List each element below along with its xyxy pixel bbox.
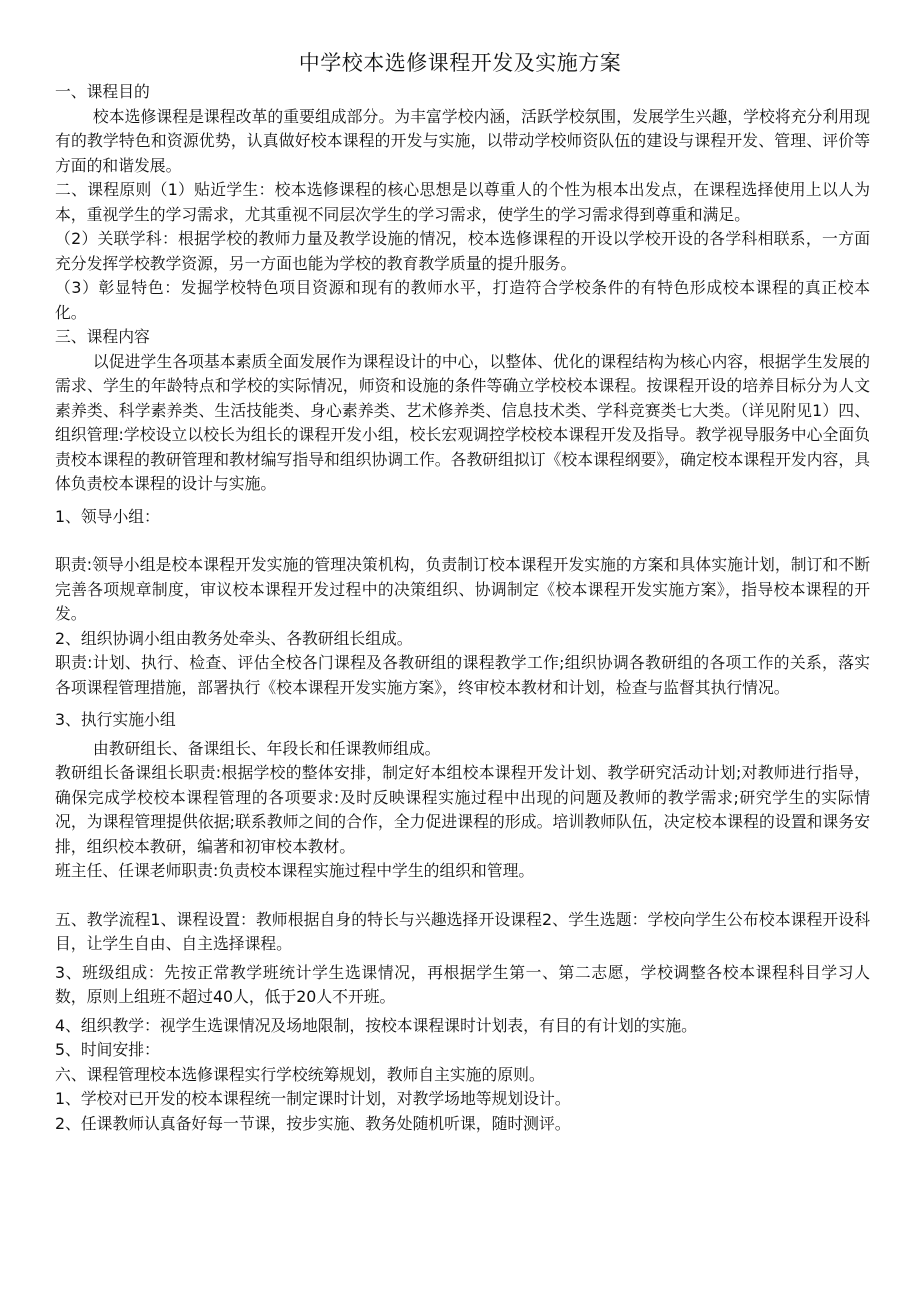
list-item-time-schedule: 5、时间安排：: [55, 1040, 160, 1059]
paragraph-goals-body: 校本选修课程是课程改革的重要组成部分。为丰富学校内涵，活跃学校氛围，发展学生兴趣，学校将充分利用现有的教学特色和资源优势，认真做好校本课程的开发与实施，以带动学校师资队伍的建设与课程开发、管理、评价等方面的和谐发展。: [55, 106, 870, 175]
paragraph-principle-3: （3）彰显特色：发掘学校特色项目资源和现有的教师水平，打造符合学校条件的有特色形成校本课程的真正校本化。: [55, 278, 870, 322]
paragraph-teaching-group-duties: 教研组长备课组长职责:根据学校的整体安排，制定好本组校本课程开发计划、教学研究活动计划;对教师进行指导，确保完成学校校本课程管理的各项要求:及时反映课程实施过程中出现的问题及教师的教学需求;研究学生的实际情况，为课程管理提供依据;联系教师之间的合作，全力促进课程的形成。培训教师队伍，决定校本课程的设置和课务安排，组织校本教研，编著和初审校本教材。: [55, 763, 870, 856]
paragraph-principle-2: （2）关联学科：根据学校的教师力量及教学设施的情况，校本选修课程的开设以学校开设的各学科相联系，一方面充分发挥学校教学资源，另一方面也能为学校的教育教学质量的提升服务。: [55, 229, 870, 273]
list-item-execution-group: 3、执行实施小组: [55, 710, 176, 729]
list-item-class-formation: 3、班级组成：先按正常教学班统计学生选课情况，再根据学生第一、第二志愿，学校调整各校本课程科目学习人数，原则上组班不超过40人，低于20人不开班。: [55, 962, 870, 1006]
paragraph-teaching-process: 五、教学流程1、课程设置：教师根据自身的特长与兴趣选择开设课程2、学生选题：学校向学生公布校本课程开设科目，让学生自由、自主选择课程。: [55, 909, 870, 953]
list-item-leadership-group: 1、领导小组：: [55, 506, 160, 526]
paragraph-execution-members: 由教研组长、备课组长、年段长和任课教师组成。: [92, 738, 441, 758]
list-item-management-1: 1、学校对已开发的校本课程统一制定课时计划，对教学场地等规划设计。: [55, 1089, 571, 1108]
document-body: [55, 80, 870, 1136]
list-item-coordination-group: 2、组织协调小组由教务处牵头、各教研组长组成。: [55, 628, 413, 648]
paragraph-leadership-duties: 职责:领导小组是校本课程开发实施的管理决策机构，负责制订校本课程开发实施的方案和具体实施计划，制订和不断完善各项规章制度，审议校本课程开发过程中的决策组织、协调制定《校本课程开发实施方案》，指导校本课程的开发。: [55, 555, 870, 623]
document-title: 中学校本选修课程开发及实施方案: [298, 51, 622, 76]
paragraph-class-teacher-duties: 班主任、任课老师职责:负责校本课程实施过程中学生的组织和管理。: [55, 861, 535, 880]
paragraph-coordination-duties: 职责:计划、执行、检查、评估全校各门课程及各教研组的课程教学工作;组织协调各教研组的各项工作的关系，落实各项课程管理措施，部署执行《校本课程开发实施方案》，终审校本教材和计划，检查与监督其执行情况。: [55, 653, 870, 697]
section-heading-goals: 一、课程目的: [55, 82, 150, 101]
list-item-organize-teaching: 4、组织教学：视学生选课情况及场地限制，按校本课程课时计划表，有目的有计划的实施。: [55, 1015, 697, 1035]
section-heading-management: 六、课程管理校本选修课程实行学校统筹规划，教师自主实施的原则。: [55, 1064, 545, 1084]
section-heading-content: 三、课程内容: [55, 327, 150, 346]
list-item-management-2: 2、任课教师认真备好每一节课，按步实施、教务处随机听课，随时测评。: [55, 1113, 571, 1133]
paragraph-content-body: 以促进学生各项基本素质全面发展作为课程设计的中心，以整体、优化的课程结构为核心内容，根据学生发展的需求、学生的年龄特点和学校的实际情况，师资和设施的条件等确立学校校本课程。按课程开设的培养目标分为人文素养类、科学素养类、生活技能类、身心素养类、艺术修养类、信息技术类、学科竞赛类七大类。（详见附见1）四、组织管理:学校设立以校长为组长的课程开发小组，校长宏观调控学校校本课程开发及指导。教学视导服务中心全面负责校本课程的教研管理和教材编写指导和组织协调工作。各教研组拟订《校本课程纲要》，确定校本课程开发内容，具体负责校本课程的设计与实施。: [55, 351, 870, 493]
paragraph-principle-1: 二、课程原则（1）贴近学生：校本选修课程的核心思想是以尊重人的个性为根本出发点，在课程选择使用上以人为本，重视学生的学习需求，尤其重视不同层次学生的学习需求，使学生的学习需求得到尊重和满足。: [55, 180, 870, 224]
